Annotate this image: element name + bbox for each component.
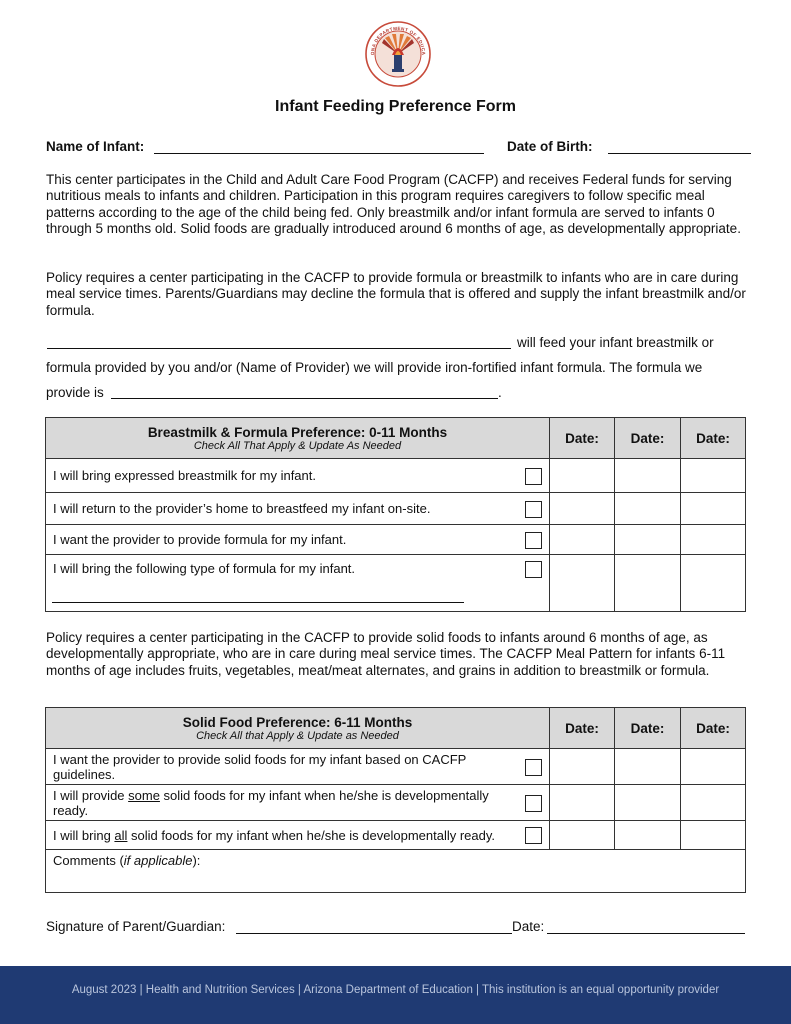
signature-date-label: Date:	[512, 919, 545, 934]
date-cell[interactable]	[550, 493, 615, 525]
dob-label: Date of Birth:	[507, 139, 593, 154]
option-breastfeed-onsite: I will return to the provider’s home to breastfeed my infant on-site.	[46, 493, 550, 525]
provider-line3-label: provide is	[46, 385, 104, 400]
provider-line2-text: formula provided by you and/or (Name of Provider) we will provide iron-fortified infant formula. The formula we	[46, 360, 703, 375]
date-cell[interactable]	[550, 459, 615, 493]
option-bring-breastmilk: I will bring expressed breastmilk for my infant.	[46, 459, 550, 493]
date-cell[interactable]	[550, 555, 615, 612]
date-cell[interactable]	[615, 749, 681, 785]
checkbox[interactable]	[525, 501, 542, 518]
date-header: Date:	[550, 708, 615, 749]
date-cell[interactable]	[681, 459, 746, 493]
signature-label: Signature of Parent/Guardian:	[46, 919, 226, 934]
footer-bar	[0, 966, 791, 1024]
option-bring-formula: I will bring the following type of formula for my infant.	[46, 555, 550, 612]
checkbox[interactable]	[525, 827, 542, 844]
formula-name-field[interactable]	[111, 398, 498, 399]
policy-formula-paragraph: Policy requires a center participating in the CACFP to provide formula or breastmilk to infants who are in care during meal service times. Parents/Guardians may decline the formula that is offered and supply the infant breastmilk and/or formula.	[46, 270, 746, 318]
date-header: Date:	[615, 418, 681, 459]
date-cell[interactable]	[550, 785, 615, 821]
date-cell[interactable]	[550, 821, 615, 850]
date-cell[interactable]	[681, 493, 746, 525]
checkbox[interactable]	[525, 561, 542, 578]
date-header: Date:	[550, 418, 615, 459]
checkbox[interactable]	[525, 759, 542, 776]
svg-text:ARIZONA DEPARTMENT OF EDUCATIO: ONA DEPARTMENT OF EDUCA	[369, 25, 427, 56]
comments-field[interactable]: Comments (if applicable):	[46, 850, 746, 893]
provider-line3-end: .	[498, 385, 502, 400]
infant-name-label: Name of Infant:	[46, 139, 145, 154]
signature-field[interactable]	[236, 933, 512, 934]
formula-table-header: Breastmilk & Formula Preference: 0-11 Months Check All That Apply & Update As Needed	[46, 418, 550, 459]
date-header: Date:	[681, 418, 746, 459]
date-cell[interactable]	[681, 749, 746, 785]
date-cell[interactable]	[681, 555, 746, 612]
intro-paragraph: This center participates in the Child and Adult Care Food Program (CACFP) and receives Federal funds for serving nutritious meals to infants and children. Participation in this program requires caregivers to follow specific meal patterns according to the age of the child being fed. Only breastmilk and/or infant formula are served to infants 0 through 5 months old. Solid foods are gradually introduced around 6 months of age, as developmentally appropriate.	[46, 172, 741, 237]
signature-date-field[interactable]	[547, 933, 745, 934]
date-cell[interactable]	[681, 821, 746, 850]
date-cell[interactable]	[615, 525, 681, 555]
option-provider-formula: I want the provider to provide formula for my infant.	[46, 525, 550, 555]
option-provider-solids: I want the provider to provide solid foods for my infant based on CACFP guidelines.	[46, 749, 550, 785]
date-cell[interactable]	[681, 785, 746, 821]
checkbox[interactable]	[525, 532, 542, 549]
option-all-solids: I will bring all solid foods for my infant when he/she is developmentally ready.	[46, 821, 550, 850]
date-cell[interactable]	[615, 555, 681, 612]
date-cell[interactable]	[615, 459, 681, 493]
checkbox[interactable]	[525, 468, 542, 485]
date-header: Date:	[615, 708, 681, 749]
solid-table-header: Solid Food Preference: 6-11 Months Check All that Apply & Update as Needed	[46, 708, 550, 749]
date-cell[interactable]	[681, 525, 746, 555]
solid-food-table	[45, 707, 746, 893]
formula-type-field[interactable]	[52, 602, 464, 603]
formula-preference-table	[45, 417, 746, 612]
dob-field[interactable]	[608, 153, 751, 154]
checkbox[interactable]	[525, 795, 542, 812]
provider-name-field[interactable]	[47, 348, 511, 349]
date-cell[interactable]	[615, 821, 681, 850]
arizona-seal-icon	[365, 21, 431, 87]
footer-text: August 2023 | Health and Nutrition Services | Arizona Department of Education | This institution is an equal opportunity provider	[71, 984, 720, 996]
date-cell[interactable]	[550, 749, 615, 785]
policy-solid-paragraph: Policy requires a center participating in the CACFP to provide solid foods to infants around 6 months of age, as developmentally appropriate, who are in care during meal service times. The CACFP Meal Pattern for infants 6-11 months of age includes fruits, vegetables, meat/meat alternates, and grains in addition to breastmilk or formula.	[46, 630, 726, 678]
date-cell[interactable]	[615, 785, 681, 821]
provider-line1-text: will feed your infant breastmilk or	[517, 335, 714, 350]
date-header: Date:	[681, 708, 746, 749]
page-title: Infant Feeding Preference Form	[275, 98, 516, 115]
infant-name-field[interactable]	[154, 153, 484, 154]
date-cell[interactable]	[550, 525, 615, 555]
date-cell[interactable]	[615, 493, 681, 525]
option-some-solids: I will provide some solid foods for my infant when he/she is developmentally ready.	[46, 785, 550, 821]
